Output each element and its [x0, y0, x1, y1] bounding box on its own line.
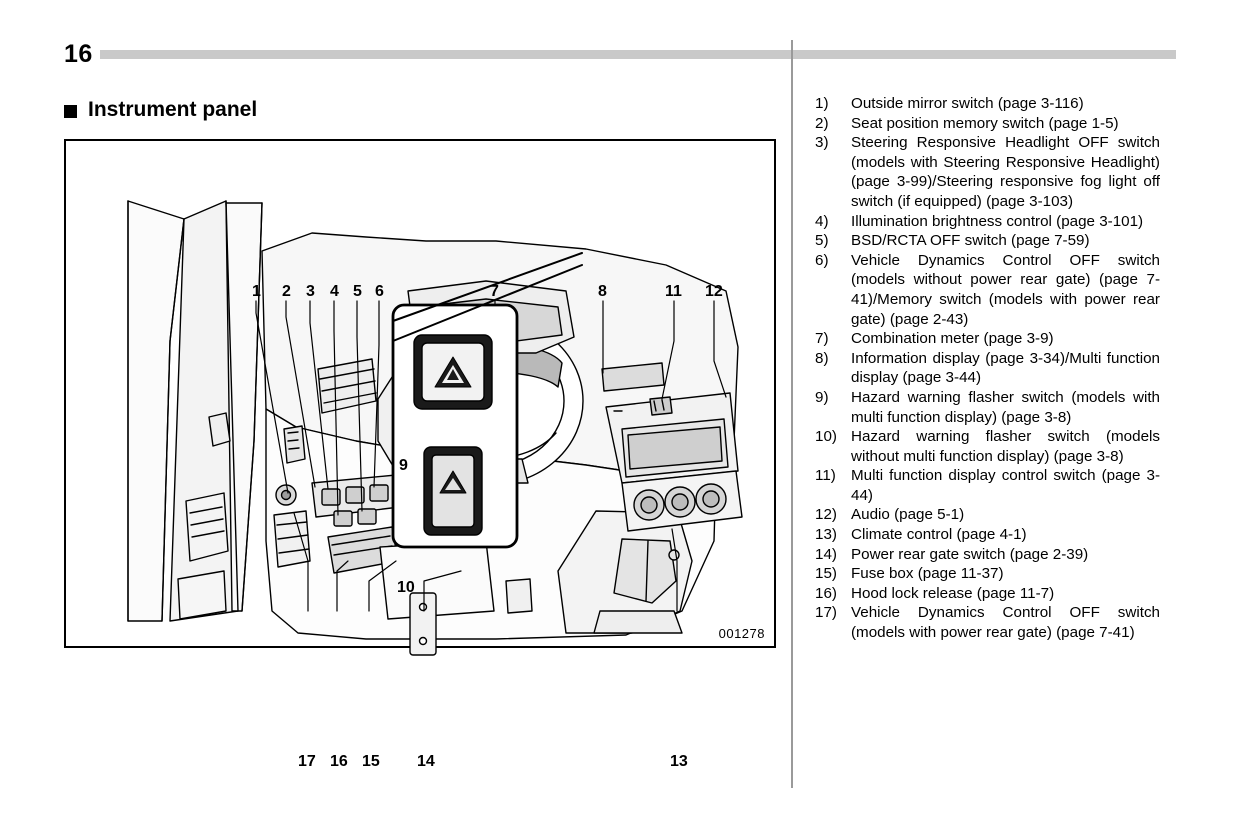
legend-number: 12) [815, 506, 837, 524]
list-item [815, 251, 1160, 329]
legend-text: Outside mirror switch (page 3-116) [851, 95, 1084, 112]
instrument-panel-figure [64, 139, 776, 770]
list-item [815, 505, 1160, 525]
page-number: 16 [64, 40, 93, 68]
list-item [815, 545, 1160, 565]
callout-2: 2 [282, 283, 291, 300]
legend-list [815, 94, 1160, 643]
column-divider [791, 40, 793, 788]
legend-number: 16) [815, 584, 837, 602]
legend-number: 14) [815, 545, 837, 563]
legend-number: 6) [815, 251, 829, 269]
legend-number: 3) [815, 134, 829, 152]
legend-number: 17) [815, 604, 837, 622]
callout-17: 17 [298, 753, 316, 770]
list-item [815, 603, 1160, 642]
legend-number: 2) [815, 114, 829, 132]
legend-text: Vehicle Dynamics Control OFF switch (models without power rear gate) (page 7-41)/Memory switch (models with power rear gate) (page 2-43) [851, 251, 1160, 328]
page-title [64, 98, 257, 122]
figure-id: 001278 [718, 626, 765, 641]
legend-text: Climate control (page 4-1) [851, 526, 1027, 544]
legend-text: Information display (page 3-34)/Multi function display (page 3-44) [851, 349, 1160, 387]
callout-16: 16 [330, 753, 348, 770]
list-item [815, 329, 1160, 349]
bullet-icon [64, 105, 77, 118]
legend-number: 9) [815, 388, 829, 406]
callout-6: 6 [375, 283, 384, 300]
list-item [815, 231, 1160, 251]
list-item [815, 427, 1160, 466]
legend-number: 10) [815, 428, 837, 446]
callout-7: 7 [490, 283, 499, 300]
legend-text: Steering Responsive Headlight OFF switch (models with Steering Responsive Headlight) (page 3-99)/Steering responsive fog light off switch (if equipped) (page 3-103) [851, 134, 1160, 210]
legend-text: Audio (page 5-1) [851, 506, 965, 524]
legend-number: 13) [815, 526, 837, 544]
callout-14: 14 [417, 753, 435, 770]
list-item [815, 212, 1160, 232]
legend-text: Fuse box (page 11-37) [851, 565, 1004, 583]
legend-number: 1) [815, 95, 829, 112]
legend-text: Hazard warning flasher switch (models without multi function display) (page 3-8) [851, 428, 1160, 465]
callout-11: 11 [665, 283, 682, 300]
legend-text: Hazard warning flasher switch (models with multi function display) (page 3-8) [851, 388, 1160, 426]
list-item [815, 349, 1160, 388]
list-item [815, 133, 1160, 211]
list-item [815, 388, 1160, 427]
legend-text: BSD/RCTA OFF switch (page 7-59) [851, 232, 1090, 250]
callout-8: 8 [598, 283, 607, 300]
header-rule [100, 50, 1176, 59]
callout-12: 12 [705, 283, 723, 300]
legend-text: Power rear gate switch (page 2-39) [851, 545, 1089, 563]
callout-3: 3 [306, 283, 315, 300]
callout-5: 5 [353, 283, 362, 300]
legend-text: Hood lock release (page 11-7) [851, 584, 1055, 602]
list-item [815, 466, 1160, 505]
legend-number: 5) [815, 232, 829, 250]
callout-9: 9 [399, 457, 408, 474]
callout-15: 15 [362, 753, 380, 770]
callout-13: 13 [670, 753, 688, 770]
legend-text: Multi function display control switch (page 3-44) [851, 467, 1160, 504]
list-item [815, 94, 1160, 114]
legend-text: Seat position memory switch (page 1-5) [851, 114, 1119, 132]
section-title-label: Instrument panel [88, 98, 258, 121]
list-item [815, 564, 1160, 584]
legend-number: 7) [815, 330, 829, 348]
legend-text: Combination meter (page 3-9) [851, 330, 1054, 348]
callout-10: 10 [397, 579, 415, 596]
legend-number: 15) [815, 565, 837, 583]
callout-4: 4 [330, 283, 339, 300]
legend-text: Vehicle Dynamics Control OFF switch (models with power rear gate) (page 7-41) [851, 604, 1160, 642]
legend-number: 11) [815, 467, 836, 485]
callout-1: 1 [252, 283, 261, 300]
list-item [815, 525, 1160, 545]
legend-text: Illumination brightness control (page 3-101) [851, 212, 1144, 230]
list-item [815, 114, 1160, 134]
list-item [815, 584, 1160, 604]
legend-number: 8) [815, 349, 829, 367]
legend-number: 4) [815, 212, 829, 230]
instrument-panel-illustration [66, 141, 770, 642]
